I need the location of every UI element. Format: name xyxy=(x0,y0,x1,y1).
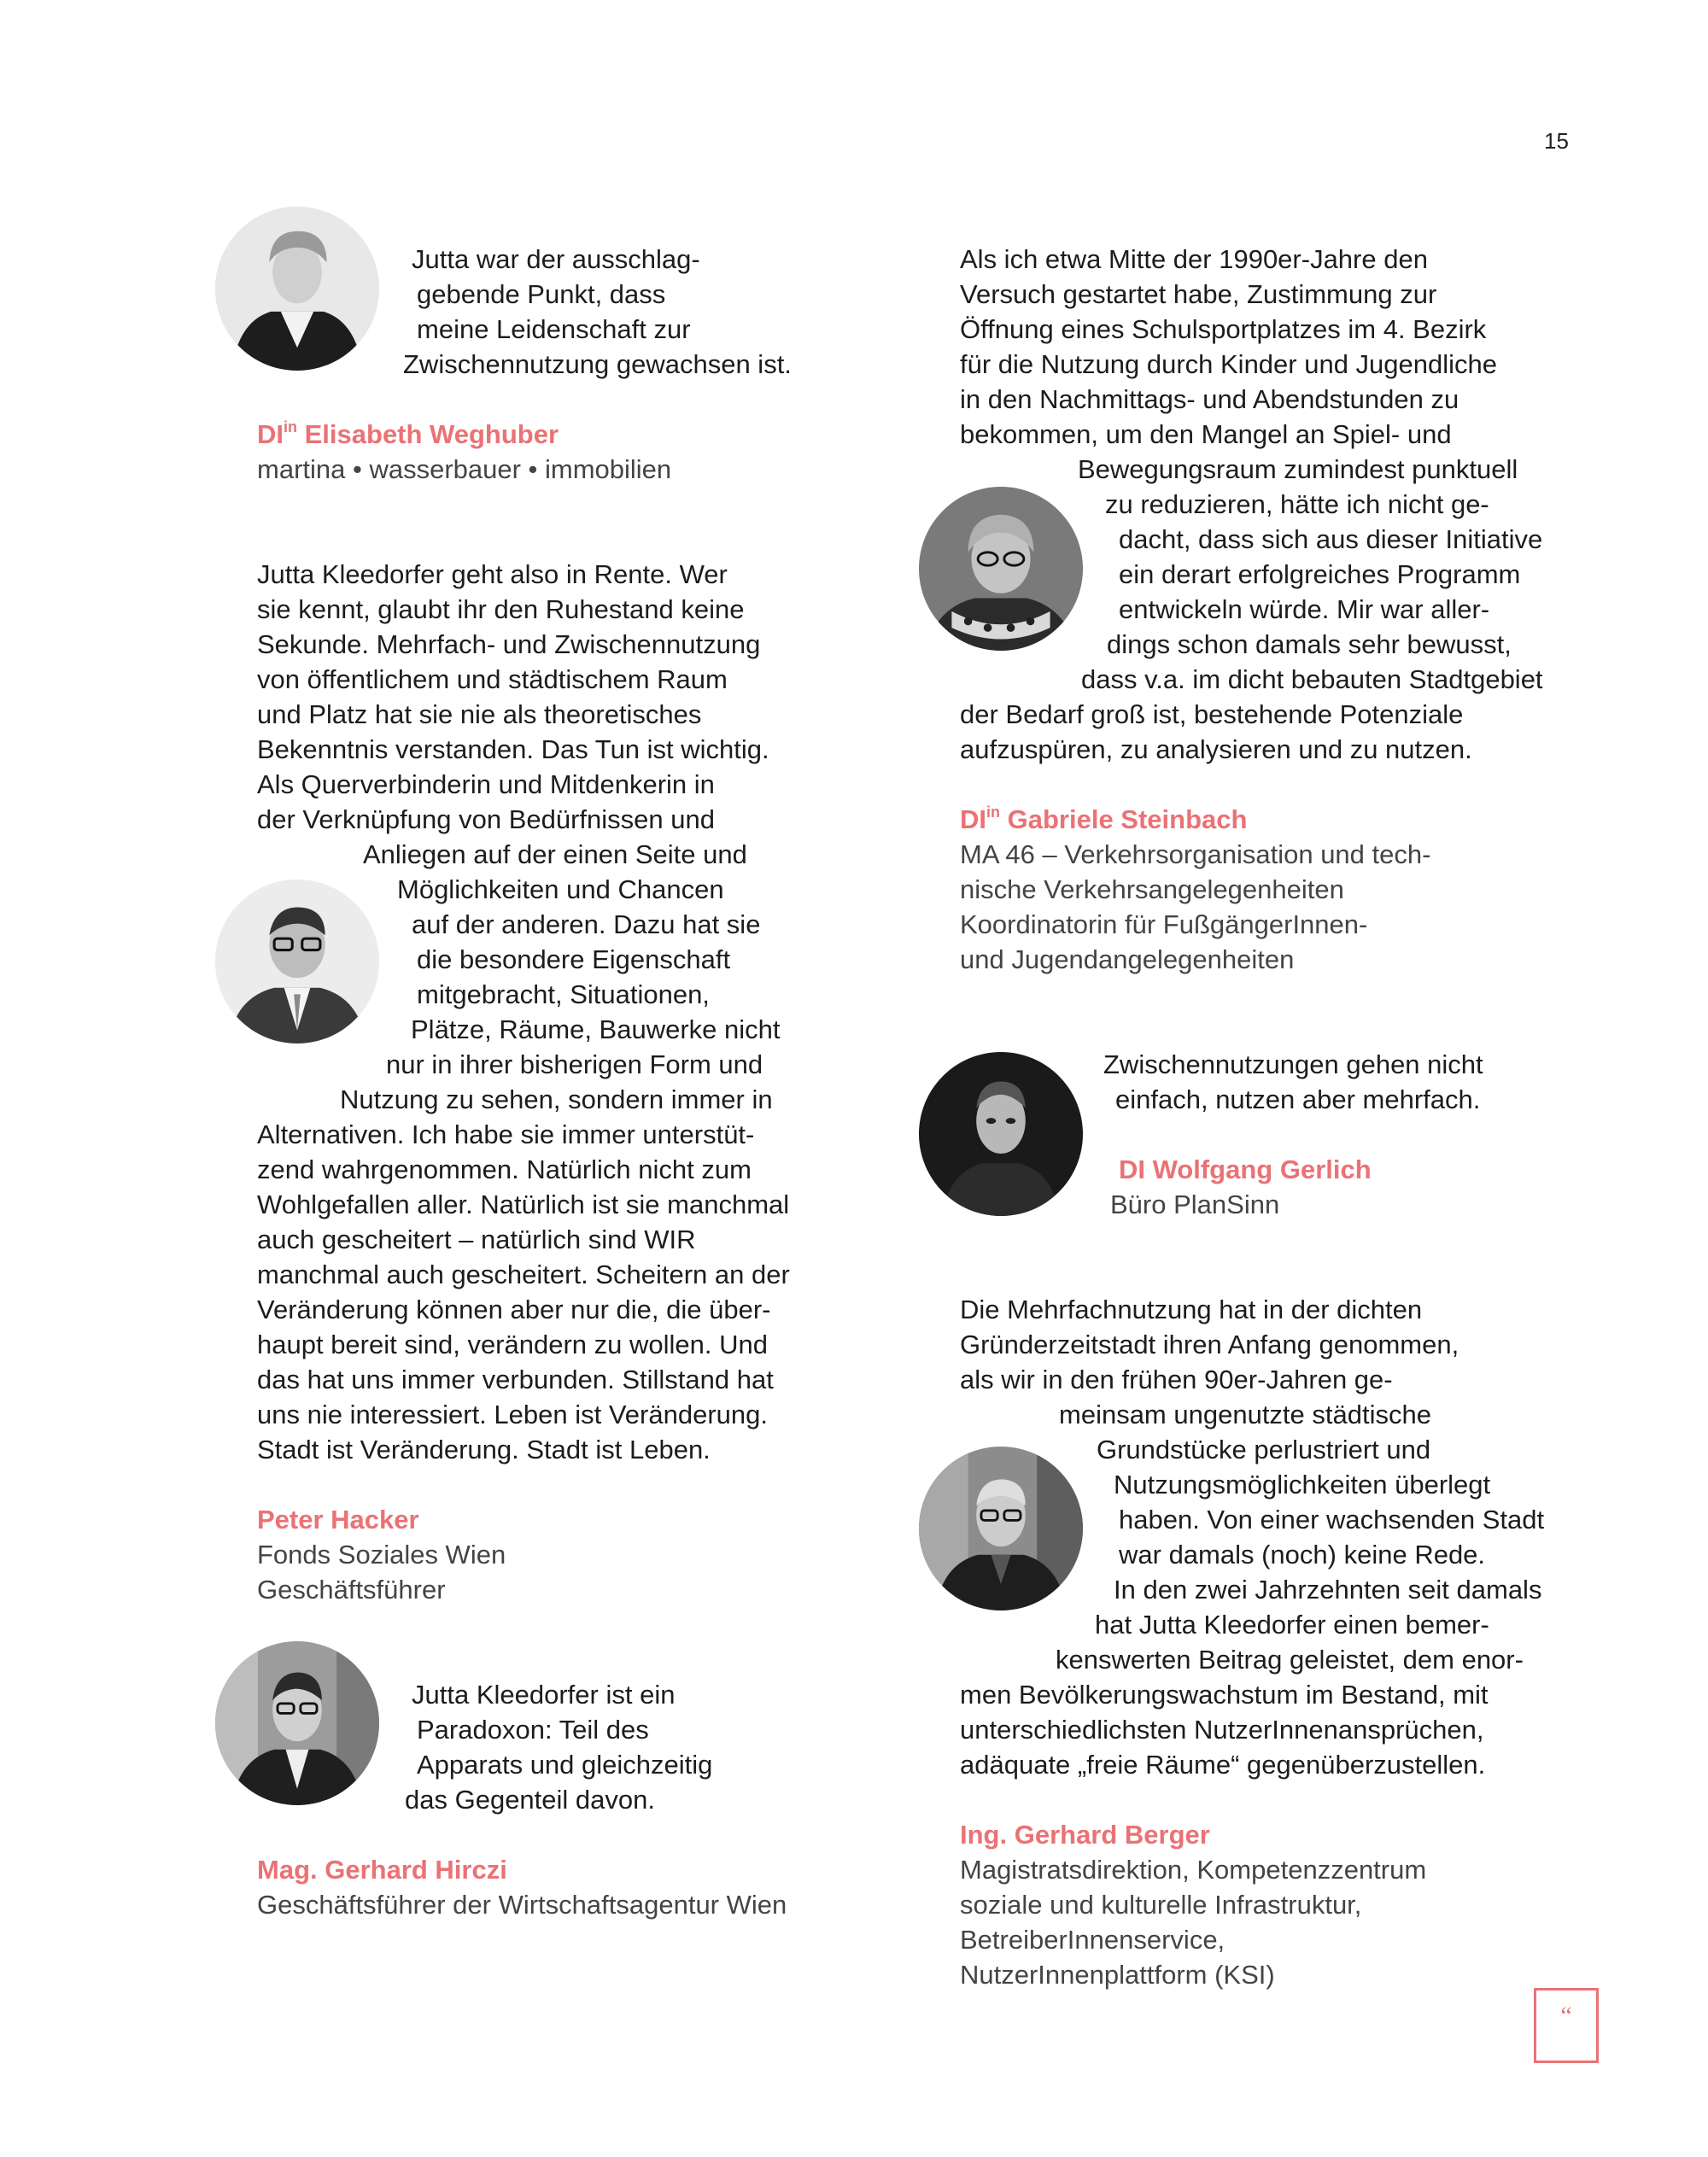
gerlich-role: Büro PlanSinn xyxy=(1110,1190,1280,1219)
steinbach-quote-line: der Bedarf groß ist, bestehende Potenziale xyxy=(960,699,1464,729)
steinbach-role: nische Verkehrsangelegenheiten xyxy=(960,874,1344,904)
hacker-role: Geschäftsführer xyxy=(257,1575,446,1605)
steinbach-quote-line: aufzuspüren, zu analysieren und zu nutzen. xyxy=(960,734,1472,764)
berger-quote-line: war damals (noch) keine Rede. xyxy=(1119,1540,1486,1570)
berger-name: Ing. Gerhard Berger xyxy=(960,1820,1210,1850)
steinbach-role: MA 46 – Verkehrsorganisation und tech- xyxy=(960,839,1431,869)
portrait-gerlich xyxy=(919,1052,1083,1216)
berger-quote-line: Nutzungsmöglichkeiten überlegt xyxy=(1114,1470,1491,1499)
page-number: 15 xyxy=(1544,128,1569,154)
hacker-quote-line: zend wahrgenommen. Natürlich nicht zum xyxy=(257,1154,752,1184)
hacker-quote-line: Alternativen. Ich habe sie immer unterstüt- xyxy=(257,1119,755,1149)
portrait-steinbach xyxy=(919,487,1083,651)
hacker-quote-line: und Platz hat sie nie als theoretisches xyxy=(257,699,702,729)
berger-quote-line: unterschiedlichsten NutzerInnenansprüchen, xyxy=(960,1715,1484,1745)
hacker-quote-line: Als Querverbinderin und Mitdenkerin in xyxy=(257,769,715,799)
weghuber-title: DI xyxy=(257,419,284,449)
steinbach-role: Koordinatorin für FußgängerInnen- xyxy=(960,909,1368,939)
steinbach-name xyxy=(960,802,1247,837)
portrait-berger xyxy=(919,1447,1083,1610)
berger-quote-line: hat Jutta Kleedorfer einen bemer- xyxy=(1095,1610,1489,1640)
steinbach-quote-line: entwickeln würde. Mir war aller- xyxy=(1119,594,1490,624)
berger-role: BetreiberInnenservice, xyxy=(960,1925,1225,1955)
weghuber-name-text: Elisabeth Weghuber xyxy=(304,419,559,449)
steinbach-quote-line: bekommen, um den Mangel an Spiel- und xyxy=(960,419,1452,449)
hacker-quote-line: nur in ihrer bisherigen Form und xyxy=(386,1049,763,1079)
quote-mark-box: “ xyxy=(1534,1988,1599,2063)
gerlich-name: DI Wolfgang Gerlich xyxy=(1119,1154,1372,1184)
hacker-quote-line: die besondere Eigenschaft xyxy=(417,944,731,974)
hacker-quote-line: Sekunde. Mehrfach- und Zwischennutzung xyxy=(257,629,761,659)
gerlich-quote-line: einfach, nutzen aber mehrfach. xyxy=(1115,1084,1481,1114)
weghuber-quote-line: gebende Punkt, dass xyxy=(417,279,666,309)
hacker-quote-line: haupt bereit sind, verändern zu wollen. Und xyxy=(257,1330,768,1359)
hirczi-quote-line: Jutta Kleedorfer ist ein xyxy=(412,1680,676,1710)
hacker-quote-line: mitgebracht, Situationen, xyxy=(417,979,710,1009)
hirczi-quote-line: das Gegenteil davon. xyxy=(405,1785,655,1815)
steinbach-quote-line: dacht, dass sich aus dieser Initiative xyxy=(1119,524,1543,554)
hacker-quote-line: Nutzung zu sehen, sondern immer in xyxy=(340,1084,773,1114)
steinbach-title: DI xyxy=(960,804,986,834)
berger-quote-line: Die Mehrfachnutzung hat in der dichten xyxy=(960,1295,1423,1324)
berger-quote-line: als wir in den frühen 90er-Jahren ge- xyxy=(960,1365,1393,1394)
steinbach-quote-line: für die Nutzung durch Kinder und Jugendliche xyxy=(960,349,1498,379)
berger-role: Magistratsdirektion, Kompetenzzentrum xyxy=(960,1855,1427,1885)
steinbach-quote-line: zu reduzieren, hätte ich nicht ge- xyxy=(1105,489,1489,519)
portrait-weghuber xyxy=(215,207,379,371)
berger-quote-line: meinsam ungenutzte städtische xyxy=(1059,1400,1431,1429)
hacker-quote-line: Wohlgefallen aller. Natürlich ist sie manchmal xyxy=(257,1190,790,1219)
weghuber-quote-line: Zwischennutzung gewachsen ist. xyxy=(403,349,792,379)
berger-quote-line: men Bevölkerungswachstum im Bestand, mit xyxy=(960,1680,1489,1710)
portrait-hirczi xyxy=(215,1641,379,1805)
steinbach-quote-line: in den Nachmittags- und Abendstunden zu xyxy=(960,384,1459,414)
steinbach-quote-line: ein derart erfolgreiches Programm xyxy=(1119,559,1521,589)
weghuber-name xyxy=(257,417,559,452)
hacker-quote-line: von öffentlichem und städtischem Raum xyxy=(257,664,728,694)
hacker-quote-line: Anliegen auf der einen Seite und xyxy=(363,839,747,869)
steinbach-name-text: Gabriele Steinbach xyxy=(1007,804,1248,834)
hacker-quote-line: Jutta Kleedorfer geht also in Rente. Wer xyxy=(257,559,728,589)
hacker-quote-line: das hat uns immer verbunden. Stillstand hat xyxy=(257,1365,774,1394)
weghuber-quote-line: meine Leidenschaft zur xyxy=(417,314,691,344)
berger-quote-line: In den zwei Jahrzehnten seit damals xyxy=(1114,1575,1542,1605)
hirczi-quote-line: Paradoxon: Teil des xyxy=(417,1715,649,1745)
hacker-role: Fonds Soziales Wien xyxy=(257,1540,506,1570)
hacker-quote-line: Möglichkeiten und Chancen xyxy=(397,874,724,904)
steinbach-title-sup: in xyxy=(986,803,1000,821)
hacker-quote-line: Bekenntnis verstanden. Das Tun ist wichtig. xyxy=(257,734,769,764)
steinbach-quote-line: dass v.a. im dicht bebauten Stadtgebiet xyxy=(1081,664,1543,694)
hirczi-name: Mag. Gerhard Hirczi xyxy=(257,1855,507,1885)
portrait-hacker xyxy=(215,880,379,1043)
berger-quote-line: kenswerten Beitrag geleistet, dem enor- xyxy=(1056,1645,1524,1675)
steinbach-quote-line: Versuch gestartet habe, Zustimmung zur xyxy=(960,279,1437,309)
hacker-quote-line: Veränderung können aber nur die, die über- xyxy=(257,1295,771,1324)
gerlich-quote-line: Zwischennutzungen gehen nicht xyxy=(1103,1049,1483,1079)
berger-quote-line: adäquate „freie Räume“ gegenüberzustellen. xyxy=(960,1750,1486,1780)
hirczi-role: Geschäftsführer der Wirtschaftsagentur Wien xyxy=(257,1890,787,1920)
hacker-quote-line: Stadt ist Veränderung. Stadt ist Leben. xyxy=(257,1435,711,1464)
berger-quote-line: haben. Von einer wachsenden Stadt xyxy=(1119,1505,1545,1534)
hacker-name: Peter Hacker xyxy=(257,1505,419,1534)
hacker-quote-line: Plätze, Räume, Bauwerke nicht xyxy=(411,1014,781,1044)
weghuber-title-sup: in xyxy=(284,418,297,435)
hacker-quote-line: uns nie interessiert. Leben ist Veränderung. xyxy=(257,1400,768,1429)
hacker-quote-line: der Verknüpfung von Bedürfnissen und xyxy=(257,804,715,834)
steinbach-role: und Jugendangelegenheiten xyxy=(960,944,1295,974)
hirczi-quote-line: Apparats und gleichzeitig xyxy=(417,1750,713,1780)
steinbach-quote-line: Als ich etwa Mitte der 1990er-Jahre den xyxy=(960,244,1428,274)
weghuber-role: martina • wasserbauer • immobilien xyxy=(257,454,672,484)
berger-role: soziale und kulturelle Infrastruktur, xyxy=(960,1890,1362,1920)
weghuber-quote-line: Jutta war der ausschlag- xyxy=(412,244,700,274)
berger-role: NutzerInnenplattform (KSI) xyxy=(960,1960,1275,1990)
berger-quote-line: Gründerzeitstadt ihren Anfang genommen, xyxy=(960,1330,1459,1359)
berger-quote-line: Grundstücke perlustriert und xyxy=(1097,1435,1431,1464)
steinbach-quote-line: Bewegungsraum zumindest punktuell xyxy=(1078,454,1518,484)
hacker-quote-line: sie kennt, glaubt ihr den Ruhestand keine xyxy=(257,594,745,624)
steinbach-quote-line: Öffnung eines Schulsportplatzes im 4. Bezirk xyxy=(960,314,1487,344)
hacker-quote-line: auch gescheitert – natürlich sind WIR xyxy=(257,1225,696,1254)
hacker-quote-line: auf der anderen. Dazu hat sie xyxy=(412,909,761,939)
steinbach-quote-line: dings schon damals sehr bewusst, xyxy=(1107,629,1512,659)
hacker-quote-line: manchmal auch gescheitert. Scheitern an der xyxy=(257,1260,790,1289)
